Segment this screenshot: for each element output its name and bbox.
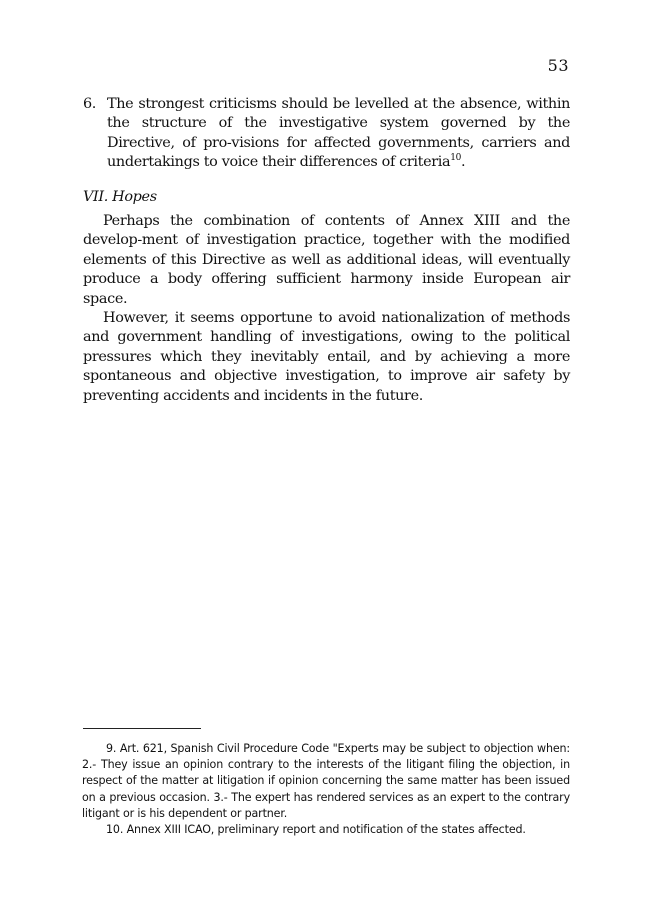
list-item-end: .	[461, 154, 466, 171]
page-number: 53	[547, 56, 569, 75]
list-number: 6.	[83, 96, 97, 112]
section-heading: VII. Hopes	[83, 188, 157, 205]
list-item-6	[83, 95, 570, 173]
list-item-text: The strongest criticisms should be levelled at the absence, within the structure of the investigative system governed by the Directive, of pro-visions for affected governments, carriers and undertakings to voice their differences of criteria	[107, 96, 570, 171]
paragraph-2: However, it seems opportune to avoid nationalization of methods and government handling of investigations, owing to the political pressures which they inevitably entail, and by achieving a more spontaneous and objective investigation, to improve air safety by preventing accidents and incidents in the future.	[83, 310, 570, 404]
footnote-divider	[83, 728, 201, 729]
footnote-10: 10. Annex XIII ICAO, preliminary report and notification of the states affected.	[106, 823, 526, 837]
footnotes	[82, 741, 570, 838]
main-text	[83, 95, 570, 406]
footnote-9: 9. Art. 621, Spanish Civil Procedure Code "Experts may be subject to objection when: 2.- They issue an opinion contrary to the interests of the litigant filing the objection, in respect of the matter at litigation if opinion concerning the same matter has been issued on a previous occasion. 3.- The expert has rendered services as an expert to the contrary litigant or is his dependent or partner.	[82, 742, 570, 820]
footnote-ref-10[interactable]: 10	[450, 153, 462, 164]
paragraph-1: Perhaps the combination of contents of Annex XIII and the develop-ment of investigation practice, together with the modified elements of this Directive as well as additional ideas, will eventually produce a body offering sufficient harmony inside European air space.	[83, 213, 570, 307]
